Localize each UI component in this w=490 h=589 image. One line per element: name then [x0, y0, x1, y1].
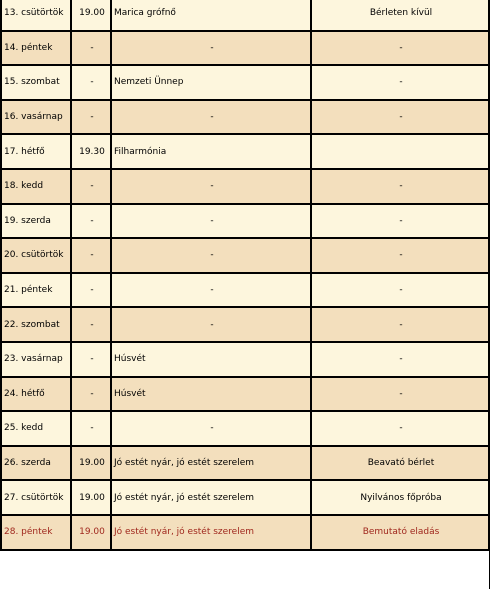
program-cell: Jó estét nyár, jó estét szerelem: [111, 446, 311, 481]
program-cell: Jó estét nyár, jó estét szerelem: [111, 480, 311, 515]
schedule-row: [1, 238, 489, 273]
day-cell: 15. szombat: [1, 65, 71, 100]
time-cell: 19.00: [71, 515, 111, 550]
day-cell: 19. szerda: [1, 204, 71, 239]
schedule-row: [1, 100, 489, 135]
day-cell: 17. hétfő: [1, 134, 71, 169]
program-cell: -: [111, 31, 311, 66]
note-cell: -: [311, 273, 489, 308]
note-cell: [311, 134, 489, 169]
time-cell: -: [71, 100, 111, 135]
note-cell: Nyilvános főpróba: [311, 480, 489, 515]
time-cell: -: [71, 238, 111, 273]
time-cell: -: [71, 31, 111, 66]
schedule-row: [1, 446, 489, 481]
schedule-row: [1, 411, 489, 446]
program-cell: Nemzeti Ünnep: [111, 65, 311, 100]
note-cell: -: [311, 31, 489, 66]
time-cell: 19.00: [71, 0, 111, 31]
schedule-row: [1, 307, 489, 342]
note-cell: Bemutató eladás: [311, 515, 489, 550]
schedule-row: [1, 134, 489, 169]
program-cell: -: [111, 411, 311, 446]
day-cell: 21. péntek: [1, 273, 71, 308]
day-cell: 28. péntek: [1, 515, 71, 550]
schedule-row: [1, 342, 489, 377]
time-cell: 19.00: [71, 446, 111, 481]
day-cell: 18. kedd: [1, 169, 71, 204]
day-cell: 20. csütörtök: [1, 238, 71, 273]
schedule-row: [1, 480, 489, 515]
schedule-row: [1, 31, 489, 66]
program-cell: Jó estét nyár, jó estét szerelem: [111, 515, 311, 550]
time-cell: -: [71, 411, 111, 446]
time-cell: -: [71, 65, 111, 100]
note-cell: -: [311, 238, 489, 273]
schedule-row: [1, 65, 489, 100]
day-cell: 27. csütörtök: [1, 480, 71, 515]
schedule-row: [1, 169, 489, 204]
day-cell: 23. vasárnap: [1, 342, 71, 377]
time-cell: 19.00: [71, 480, 111, 515]
note-cell: -: [311, 169, 489, 204]
time-cell: -: [71, 169, 111, 204]
note-cell: Bérleten kívül: [311, 0, 489, 31]
day-cell: 22. szombat: [1, 307, 71, 342]
program-cell: -: [111, 100, 311, 135]
note-cell: -: [311, 377, 489, 412]
time-cell: -: [71, 342, 111, 377]
day-cell: 26. szerda: [1, 446, 71, 481]
schedule-body: [1, 0, 489, 550]
program-cell: -: [111, 169, 311, 204]
day-cell: 14. péntek: [1, 31, 71, 66]
time-cell: -: [71, 307, 111, 342]
time-cell: -: [71, 204, 111, 239]
time-cell: 19.30: [71, 134, 111, 169]
schedule-row: [1, 0, 489, 31]
note-cell: -: [311, 65, 489, 100]
note-cell: -: [311, 411, 489, 446]
note-cell: -: [311, 307, 489, 342]
program-cell: Húsvét: [111, 342, 311, 377]
day-cell: 24. hétfő: [1, 377, 71, 412]
schedule-row: [1, 204, 489, 239]
schedule-row: [1, 273, 489, 308]
program-cell: -: [111, 273, 311, 308]
schedule-row: [1, 377, 489, 412]
note-cell: -: [311, 100, 489, 135]
time-cell: -: [71, 273, 111, 308]
day-cell: 13. csütörtök: [1, 0, 71, 31]
program-cell: Filharmónia: [111, 134, 311, 169]
program-cell: -: [111, 204, 311, 239]
program-cell: -: [111, 307, 311, 342]
note-cell: -: [311, 204, 489, 239]
note-cell: -: [311, 342, 489, 377]
program-cell: Marica grófnő: [111, 0, 311, 31]
program-cell: -: [111, 238, 311, 273]
schedule-row: [1, 515, 489, 550]
day-cell: 25. kedd: [1, 411, 71, 446]
day-cell: 16. vasárnap: [1, 100, 71, 135]
time-cell: -: [71, 377, 111, 412]
program-cell: Húsvét: [111, 377, 311, 412]
note-cell: Beavató bérlet: [311, 446, 489, 481]
